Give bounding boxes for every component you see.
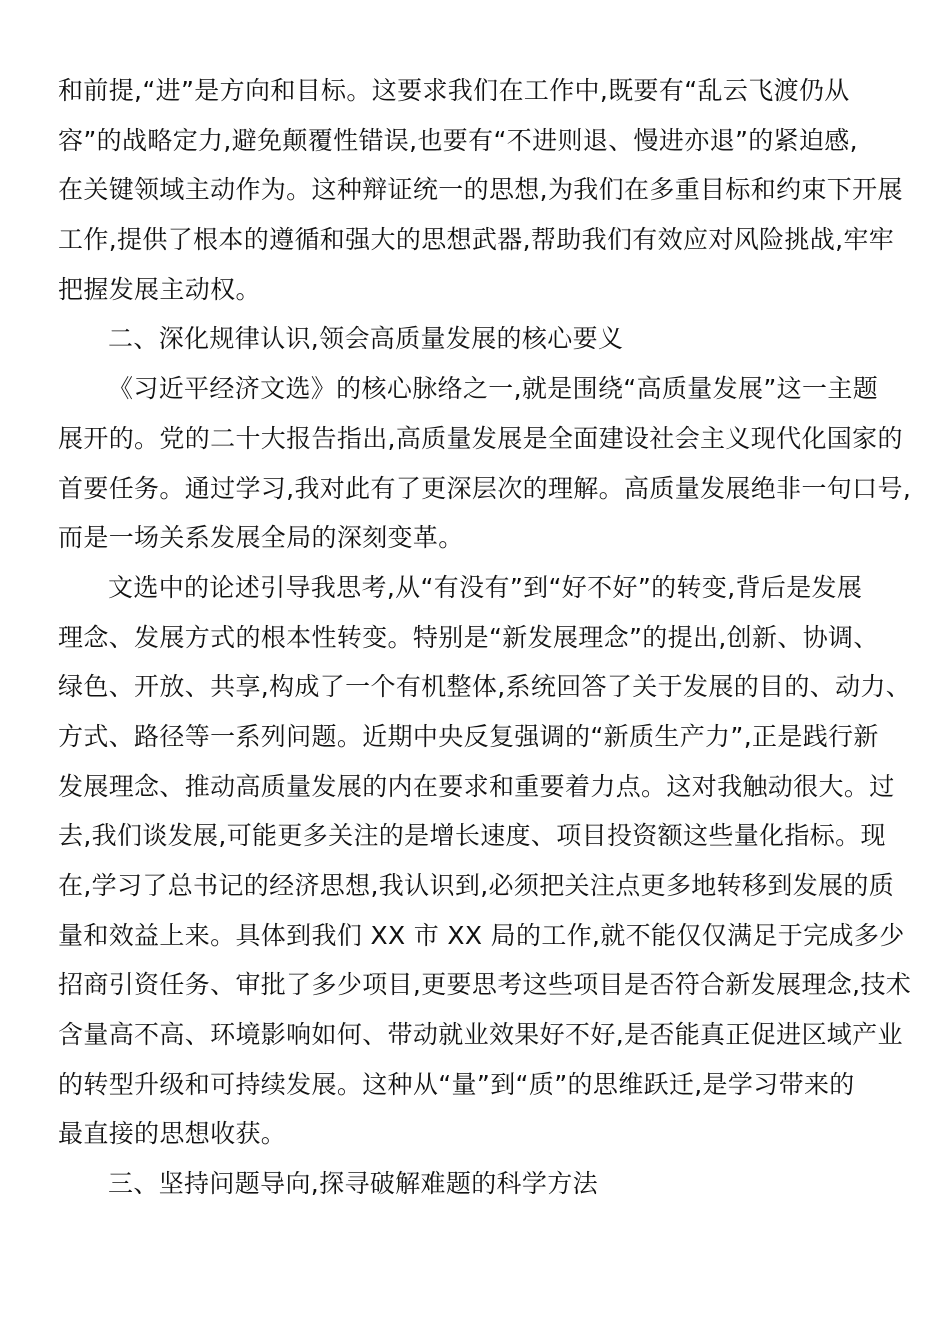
paragraph-3 (58, 563, 912, 1159)
text-line: 方式、路径等一系列问题。近期中央反复强调的“新质生产力”,正是践行新 (58, 721, 879, 751)
text-line: 绿色、开放、共享,构成了一个有机整体,系统回答了关于发展的目的、动力、 (58, 672, 912, 702)
text-line: 在,学习了总书记的经济思想,我认识到,必须把关注点更多地转移到发展的质 (58, 871, 895, 900)
text-line: 首要任务。通过学习,我对此有了更深层次的理解。高质量发展绝非一句口号, (58, 473, 912, 503)
text-line: 招商引资任务、审批了多少项目,更要思考这些项目是否符合新发展理念,技术 (58, 970, 912, 1000)
text-line: 《习近平经济文选》的核心脉络之一,就是围绕“高质量发展”这一主题 (108, 374, 879, 404)
section-heading-2: 二、深化规律认识,领会高质量发展的核心要义 (108, 324, 624, 354)
text-line: 发展理念、推动高质量发展的内在要求和重要着力点。这对我触动很大。过 (58, 771, 895, 801)
paragraph-2 (58, 364, 912, 563)
text-line: 在关键领域主动作为。这种辩证统一的思想,为我们在多重目标和约束下开展 (58, 175, 903, 205)
text-line: 的转型升级和可持续发展。这种从“量”到“质”的思维跃迁,是学习带来的 (58, 1069, 855, 1099)
text-line: 展开的。党的二十大报告指出,高质量发展是全面建设社会主义现代化国家的 (58, 423, 903, 453)
text-line: 量和效益上来。具体到我们 XX 市 XX 局的工作,就不能仅仅满足于完成多少 (58, 920, 905, 950)
text-line: 理念、发展方式的根本性转变。特别是“新发展理念”的提出,创新、协调、 (58, 622, 879, 652)
document-body (58, 66, 912, 1209)
text-line: 和前提,“进”是方向和目标。这要求我们在工作中,既要有“乱云飞渡仍从 (58, 76, 850, 105)
text-line: 把握发展主动权。 (58, 274, 261, 304)
text-line: 最直接的思想收获。 (58, 1119, 287, 1149)
text-line: 含量高不高、环境影响如何、带动就业效果好不好,是否能真正促进区域产业 (58, 1020, 903, 1050)
paragraph-1 (58, 66, 903, 314)
text-line: 文选中的论述引导我思考,从“有没有”到“好不好”的转变,背后是发展 (108, 572, 863, 602)
text-line: 容”的战略定力,避免颠覆性错误,也要有“不进则退、慢进亦退”的紧迫感, (58, 125, 858, 155)
text-line: 而是一场关系发展全局的深刻变革。 (58, 523, 464, 553)
text-line: 去,我们谈发展,可能更多关注的是增长速度、项目投资额这些量化指标。现 (58, 821, 886, 851)
text-line: 工作,提供了根本的遵循和强大的思想武器,帮助我们有效应对风险挑战,牢牢 (58, 225, 895, 255)
section-heading-3: 三、坚持问题导向,探寻破解难题的科学方法 (108, 1169, 598, 1199)
